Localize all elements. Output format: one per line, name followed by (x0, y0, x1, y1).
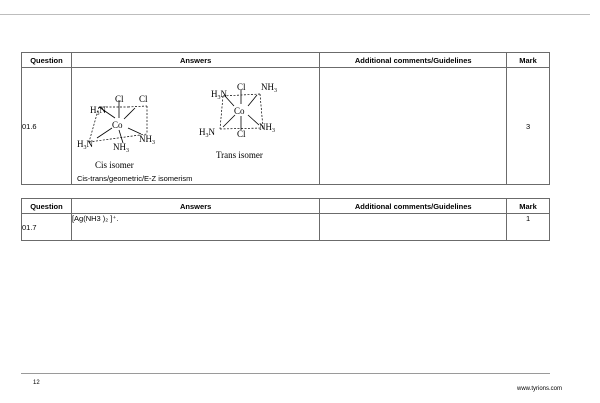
trans-cl-top: Cl (236, 82, 246, 92)
footer-rule (21, 373, 550, 374)
question-number: 01.7 (22, 214, 72, 241)
trans-co: Co (233, 106, 245, 116)
answer-cell (71, 68, 319, 185)
header-mark: Mark (507, 53, 550, 68)
trans-isomer-structure (199, 82, 277, 160)
cis-cl-top: Cl (114, 94, 124, 104)
table-row (22, 214, 550, 241)
trans-h3n-bottom: $H_3N$ (198, 127, 215, 139)
trans-nh3-top: $NH_3$ (260, 82, 277, 94)
header-guidelines: Additional comments/Guidelines (320, 53, 507, 68)
table-row (22, 68, 550, 185)
guidelines-cell (320, 214, 507, 241)
trans-cl-bottom: Cl (236, 129, 246, 139)
header-mark: Mark (507, 199, 550, 214)
answer-text: Cis-trans/geometric/E-Z isomerism (76, 174, 193, 183)
mark-scheme-table-q2 (21, 198, 550, 241)
cis-cl-right: Cl (138, 94, 148, 104)
trans-isomer-label: Trans isomer (215, 150, 263, 160)
header-question: Question (22, 53, 72, 68)
table-header-row (22, 199, 550, 214)
isomer-structures-figure (75, 70, 315, 170)
trans-nh3-right: $NH_3$ (258, 122, 275, 134)
trans-h3n-top: $H_3N$ (210, 89, 227, 101)
cis-h3n-bottom: $H_3N$ (76, 139, 93, 151)
header-guidelines: Additional comments/Guidelines (320, 199, 507, 214)
cis-nh3-bottom: $NH_3$ (112, 142, 129, 154)
mark-value: 1 (507, 214, 550, 241)
top-rule (0, 14, 590, 15)
header-answers: Answers (71, 199, 319, 214)
question-number: 01.6 (22, 68, 72, 185)
cis-co: Co (111, 120, 123, 130)
table-header-row (22, 53, 550, 68)
answer-text: [Ag(NH3 )₂ ]⁺. (71, 214, 319, 241)
mark-value: 3 (507, 68, 550, 185)
page-number: 12 (33, 380, 40, 386)
mark-scheme-table-q1 (21, 52, 550, 185)
cis-isomer-label: Cis isomer (94, 160, 134, 170)
header-question: Question (22, 199, 72, 214)
cis-h3n-top: $H_3N$ (89, 105, 106, 117)
cis-nh3-right: $NH_3$ (138, 134, 155, 146)
website-link[interactable]: www.tyrions.com (516, 386, 562, 392)
header-answers: Answers (71, 53, 319, 68)
guidelines-cell (320, 68, 507, 185)
cis-isomer-structure (77, 94, 155, 170)
